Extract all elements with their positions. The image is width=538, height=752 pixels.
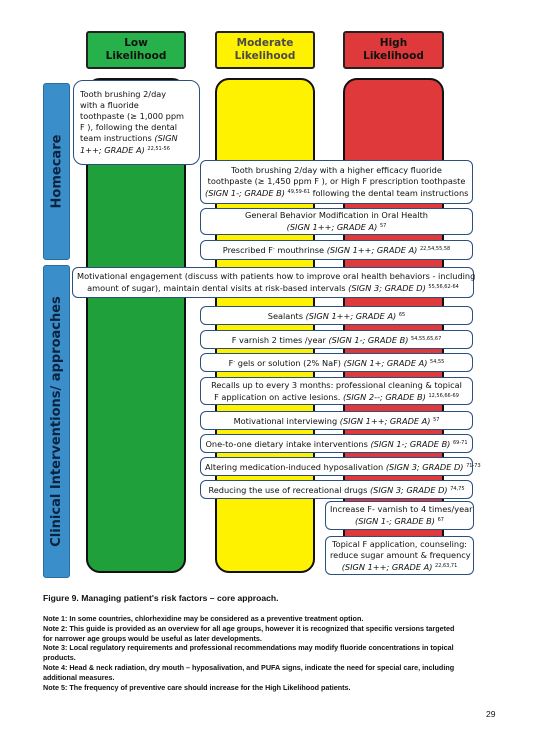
- text-fragment: F application on active lesions.: [214, 391, 343, 402]
- text-fragment: Altering medication-induced hyposalivation: [205, 461, 386, 472]
- motivational-interviewing-box: [200, 411, 473, 430]
- grade-text: (SIGN 1-; GRADE B): [355, 516, 435, 526]
- text-line: [77, 282, 469, 294]
- grade-text: (SIGN: [154, 133, 178, 143]
- text-line: [80, 144, 170, 156]
- text-line: with a fluoride: [80, 100, 139, 110]
- reference-superscript: 65: [398, 311, 406, 318]
- figure-caption: Figure 9. Managing patient's risk factors – core approach.: [43, 593, 279, 603]
- superscript-minus: -: [272, 246, 275, 252]
- note-line: Note 1: In some countries, chlorhexidine may be considered as a preventive treatment option.: [43, 614, 364, 623]
- text-line: [205, 484, 468, 496]
- text-line: [205, 310, 468, 322]
- reference-superscript: 54,55,65,67: [411, 335, 442, 342]
- reference-superscript: 55,56,62-64: [428, 284, 459, 290]
- notes-block: [43, 614, 513, 692]
- grade-text: (SIGN 1-; GRADE B): [328, 334, 409, 345]
- low-toothbrushing-box: [73, 80, 200, 165]
- clinical-label-text: Clinical Interventions/ approaches: [49, 296, 64, 547]
- grade-text: (SIGN 1+; GRADE A): [343, 357, 428, 368]
- sealants-box: [200, 306, 473, 325]
- text-line: [205, 221, 468, 233]
- text-fragment: Motivational interviewing: [233, 415, 340, 426]
- note-line: Note 5: The frequency of preventive care should increase for the High Likelihood patients.: [43, 682, 351, 692]
- high-likelihood-header: [343, 31, 444, 69]
- reference-superscript: 74,75: [450, 485, 465, 492]
- text-line: [205, 244, 468, 256]
- note-line: Note 2: This guide is provided as an overview for all age groups, however it is recognized that specific versions targeted: [43, 623, 455, 633]
- text-line: [205, 461, 481, 473]
- text-line: toothpaste (≥ 1,450 ppm F ), or High F prescription toothpaste: [207, 176, 466, 186]
- topical-counseling-box: [325, 536, 474, 575]
- text-line: Tooth brushing 2/day with a higher efficacy fluoride: [231, 165, 442, 175]
- homecare-label: [43, 83, 70, 260]
- high-header-line1: High: [379, 37, 408, 49]
- reference-superscript: 12,56,66-69: [428, 392, 459, 399]
- homecare-label-text: Homecare: [49, 134, 65, 209]
- reference-superscript: 57: [379, 223, 387, 229]
- recalls-box: [200, 377, 473, 405]
- grade-text: (SIGN 1++; GRADE A): [341, 561, 433, 572]
- page-number: 29: [486, 709, 496, 719]
- low-header-line1: Low: [124, 37, 148, 49]
- text-fragment: Sealants: [267, 310, 306, 321]
- text-line: [205, 334, 468, 346]
- text-line: [205, 438, 468, 450]
- hyposalivation-box: [200, 457, 481, 476]
- text-fragment: F varnish 2 times /year: [231, 334, 329, 345]
- reference-superscript: 22,54,55,58: [419, 246, 451, 252]
- reference-superscript: 57: [433, 416, 440, 423]
- reference-superscript: 67: [437, 517, 444, 523]
- text-fragment: One-to-one dietary intake interventions: [205, 438, 371, 449]
- text-line: [330, 561, 469, 573]
- text-fragment: Reducing the use of recreational drugs: [208, 484, 370, 495]
- reference-superscript: 54,55: [430, 358, 445, 365]
- moderate-header-line1: Moderate: [236, 37, 294, 49]
- text-line: reduce sugar amount & frequency: [330, 549, 471, 560]
- moderate-header-line2: Likelihood: [234, 50, 296, 62]
- reference-superscript: 71-73: [466, 462, 481, 469]
- text-line: [330, 515, 469, 527]
- low-likelihood-header: [86, 31, 186, 69]
- text-line: Tooth brushing 2/day: [80, 89, 167, 99]
- note-line: Note 3: Local regulatory requirements and professional recommendations may modify fluoride concentrations in topical: [43, 643, 454, 653]
- gels-box: [200, 353, 473, 372]
- text-fragment: gels or solution (2% NaF): [235, 357, 344, 368]
- low-header-line2: Likelihood: [105, 50, 167, 62]
- grade-text: (SIGN 1++; GRADE A): [326, 245, 418, 255]
- high-efficacy-toothpaste-box: [200, 160, 473, 204]
- grade-text: (SIGN 1++; GRADE A): [339, 415, 431, 426]
- behavior-modification-box: [200, 208, 473, 235]
- grade-text: (SIGN 1-; GRADE B): [205, 188, 285, 198]
- reference-superscript: 69-71: [453, 439, 468, 446]
- moderate-likelihood-header: [215, 31, 315, 69]
- text-line: [80, 133, 178, 144]
- text-line: General Behavior Modification in Oral Health: [245, 210, 428, 220]
- text-fragment: mouthrinse: [274, 245, 327, 255]
- motivational-engagement-box: [72, 267, 474, 298]
- note-line: additional measures.: [43, 672, 115, 682]
- dietary-interventions-box: [200, 434, 473, 453]
- varnish-box: [200, 330, 473, 349]
- text-fragment: team instructions: [80, 133, 152, 143]
- grade-text: (SIGN 1++; GRADE A): [286, 222, 378, 232]
- text-line: Topical F application, counseling:: [331, 538, 468, 549]
- note-line: Note 4: Head & neck radiation, dry mouth – hyposalivation, and PUFA signs, indicate the need for special care, including: [43, 662, 455, 672]
- reference-superscript: 22,51-56: [147, 146, 170, 152]
- text-line: [205, 187, 468, 199]
- text-line: [205, 391, 468, 403]
- text-fragment: following the dental team instructions: [310, 188, 469, 198]
- text-line: Motivational engagement (discuss with patients how to improve oral health behaviors - including: [77, 271, 476, 281]
- clinical-interventions-label: [43, 265, 70, 578]
- text-line: [205, 415, 468, 427]
- text-line: toothpaste (≥ 1,000 ppm: [80, 111, 185, 121]
- note-line: products.: [43, 653, 76, 663]
- text-line: Increase F- varnish to 4 times/year: [330, 504, 473, 514]
- text-line: Recalls up to every 3 months: professional cleaning & topical: [211, 379, 462, 390]
- superscript-minus: -: [233, 358, 236, 365]
- grade-text: (SIGN 3; GRADE D): [348, 283, 426, 293]
- note-line: for narrower age groups would be useful as later developments.: [43, 633, 262, 643]
- text-fragment: Prescribed F: [222, 245, 273, 255]
- text-line: [205, 357, 468, 369]
- recreational-drugs-box: [200, 480, 473, 499]
- text-fragment: F: [228, 357, 234, 368]
- reference-superscript: 22,63,71: [435, 562, 458, 569]
- grade-text: (SIGN 3; GRADE D): [385, 461, 464, 472]
- grade-text: (SIGN 3; GRADE D): [369, 484, 448, 495]
- text-fragment: amount of sugar), maintain dental visits at risk-based intervals: [87, 283, 346, 293]
- grade-text: (SIGN 1++; GRADE A): [305, 310, 397, 321]
- reference-superscript: 49,59-61: [287, 189, 311, 195]
- mouthrinse-box: [200, 240, 473, 260]
- grade-text: 1++; GRADE A): [80, 145, 145, 155]
- varnish-4-times-box: [325, 501, 474, 530]
- grade-text: (SIGN 2--; GRADE B): [342, 391, 426, 402]
- text-line: F ), following the dental: [80, 122, 178, 132]
- high-header-line2: Likelihood: [363, 50, 424, 62]
- grade-text: (SIGN 1-; GRADE B): [370, 438, 451, 449]
